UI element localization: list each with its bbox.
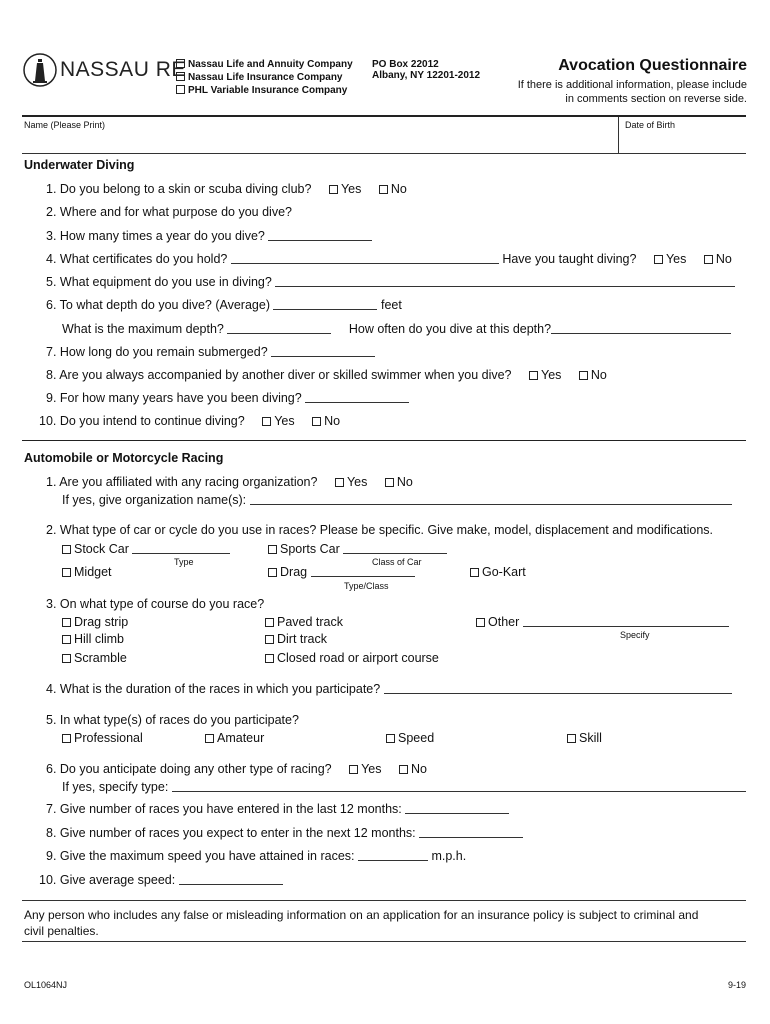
header-note-1: If there is additional information, please include — [517, 79, 747, 91]
section-diving-title: Underwater Diving — [24, 158, 135, 172]
checkbox[interactable] — [476, 618, 485, 627]
lighthouse-icon — [22, 52, 58, 88]
checkbox[interactable] — [176, 59, 185, 68]
answer-blank[interactable] — [523, 615, 729, 627]
option-speed[interactable]: Speed — [386, 731, 434, 745]
checkbox[interactable] — [265, 618, 274, 627]
racing-q7: 7. Give number of races you have entered in the last 12 months: — [46, 802, 509, 816]
racing-q8: 8. Give number of races you expect to enter in the next 12 months: — [46, 826, 523, 840]
name-label: Name (Please Print) — [24, 120, 106, 130]
racing-q6: 6. Do you anticipate doing any other type of racing? Yes No — [46, 762, 427, 776]
disclaimer-line-1: Any person who includes any false or misleading information on an application for an insurance policy is subject to criminal and — [24, 908, 699, 922]
checkbox-no[interactable] — [379, 185, 388, 194]
typeclass-label: Type/Class — [344, 581, 389, 591]
diving-q2: 2. Where and for what purpose do you dive? — [46, 205, 292, 219]
revision-date: 9-19 — [727, 980, 746, 990]
checkbox-no[interactable] — [399, 765, 408, 774]
header-note-2: in comments section on reverse side. — [565, 93, 747, 105]
company-option-2[interactable]: Nassau Life Insurance Company — [176, 72, 343, 83]
checkbox[interactable] — [205, 734, 214, 743]
checkbox-yes[interactable] — [335, 478, 344, 487]
checkbox[interactable] — [62, 545, 71, 554]
diving-q5: 5. What equipment do you use in diving? — [46, 275, 735, 289]
diving-q9: 9. For how many years have you been diving? — [46, 391, 409, 405]
diving-q4: 4. What certificates do you hold? Have you taught diving? Yes No — [46, 252, 732, 266]
section-racing-title: Automobile or Motorcycle Racing — [24, 451, 224, 465]
option-hill-climb[interactable]: Hill climb — [62, 632, 124, 646]
checkbox-yes[interactable] — [262, 417, 271, 426]
racing-q3: 3. On what type of course do you race? — [46, 597, 265, 611]
checkbox[interactable] — [62, 568, 71, 577]
racing-q5: 5. In what type(s) of races do you participate? — [46, 713, 299, 727]
diving-q6: 6. To what depth do you dive? (Average) feet — [46, 298, 402, 312]
answer-blank[interactable] — [250, 493, 732, 505]
form-title: Avocation Questionnaire — [558, 57, 747, 74]
racing-q1: 1. Are you affiliated with any racing organization? Yes No — [46, 475, 413, 489]
dob-field[interactable] — [619, 117, 746, 153]
checkbox-yes[interactable] — [654, 255, 663, 264]
checkbox-yes[interactable] — [329, 185, 338, 194]
checkbox-yes[interactable] — [349, 765, 358, 774]
address-line-1: PO Box 22012 — [372, 59, 439, 70]
answer-blank[interactable] — [358, 849, 428, 861]
checkbox-no[interactable] — [312, 417, 321, 426]
checkbox[interactable] — [470, 568, 479, 577]
answer-blank[interactable] — [405, 802, 509, 814]
option-dirt-track[interactable]: Dirt track — [265, 632, 327, 646]
diving-q7: 7. How long do you remain submerged? — [46, 345, 375, 359]
diving-q10: 10. Do you intend to continue diving? Yes No — [39, 414, 341, 428]
option-stock-car[interactable]: Stock Car — [62, 542, 230, 556]
checkbox[interactable] — [268, 568, 277, 577]
racing-q4: 4. What is the duration of the races in which you participate? — [46, 682, 732, 696]
answer-blank[interactable] — [275, 275, 735, 287]
specify-label: Specify — [620, 630, 650, 640]
type-label: Type — [174, 557, 194, 567]
answer-blank[interactable] — [343, 542, 447, 554]
option-amateur[interactable]: Amateur — [205, 731, 264, 745]
dob-label: Date of Birth — [625, 120, 676, 130]
option-midget[interactable]: Midget — [62, 565, 112, 579]
checkbox[interactable] — [567, 734, 576, 743]
diving-q1: 1. Do you belong to a skin or scuba diving club? Yes No — [46, 182, 407, 196]
option-go-kart[interactable]: Go-Kart — [470, 565, 526, 579]
answer-blank[interactable] — [551, 322, 731, 334]
class-label: Class of Car — [372, 557, 422, 567]
answer-blank[interactable] — [311, 565, 415, 577]
checkbox[interactable] — [265, 654, 274, 663]
racing-q1b: If yes, give organization name(s): — [62, 493, 732, 507]
option-closed-road[interactable]: Closed road or airport course — [265, 651, 439, 665]
answer-blank[interactable] — [271, 345, 375, 357]
logo-text: NASSAU RE — [60, 58, 186, 81]
diving-q3: 3. How many times a year do you dive? — [46, 229, 372, 243]
checkbox[interactable] — [62, 734, 71, 743]
divider — [22, 153, 746, 154]
company-option-1[interactable]: Nassau Life and Annuity Company — [176, 59, 353, 70]
checkbox-no[interactable] — [704, 255, 713, 264]
option-drag-strip[interactable]: Drag strip — [62, 615, 128, 629]
answer-blank[interactable] — [231, 252, 499, 264]
diving-q8: 8. Are you always accompanied by another diver or skilled swimmer when you dive? Yes No — [46, 368, 607, 382]
answer-blank[interactable] — [179, 873, 283, 885]
divider — [22, 941, 746, 942]
racing-q9: 9. Give the maximum speed you have attained in races: m.p.h. — [46, 849, 467, 863]
disclaimer-line-2: civil penalties. — [24, 924, 99, 938]
divider — [22, 900, 746, 901]
racing-q2: 2. What type of car or cycle do you use in races? Please be specific. Give make, model, displacement and modifications. — [46, 523, 713, 537]
checkbox[interactable] — [62, 635, 71, 644]
diving-q6b: What is the maximum depth? How often do you dive at this depth? — [62, 322, 731, 336]
answer-blank[interactable] — [384, 682, 732, 694]
option-scramble[interactable]: Scramble — [62, 651, 127, 665]
checkbox[interactable] — [62, 654, 71, 663]
checkbox-no[interactable] — [385, 478, 394, 487]
address-line-2: Albany, NY 12201-2012 — [372, 70, 481, 81]
option-professional[interactable]: Professional — [62, 731, 143, 745]
form-code: OL1064NJ — [24, 980, 68, 990]
answer-blank[interactable] — [305, 391, 409, 403]
checkbox[interactable] — [268, 545, 277, 554]
checkbox[interactable] — [62, 618, 71, 627]
checkbox[interactable] — [176, 72, 185, 81]
option-skill[interactable]: Skill — [567, 731, 602, 745]
racing-q6b: If yes, specify type: — [62, 780, 746, 794]
option-drag[interactable]: Drag — [268, 565, 415, 579]
answer-blank[interactable] — [268, 229, 372, 241]
racing-q10: 10. Give average speed: — [39, 873, 283, 887]
option-other[interactable]: Other — [476, 615, 729, 629]
answer-blank[interactable] — [227, 322, 331, 334]
answer-blank[interactable] — [132, 542, 230, 554]
checkbox[interactable] — [386, 734, 395, 743]
checkbox-no[interactable] — [579, 371, 588, 380]
company-option-3[interactable]: PHL Variable Insurance Company — [176, 85, 347, 96]
checkbox-yes[interactable] — [529, 371, 538, 380]
checkbox[interactable] — [265, 635, 274, 644]
name-field[interactable] — [22, 117, 619, 153]
divider — [22, 440, 746, 441]
checkbox[interactable] — [176, 85, 185, 94]
answer-blank[interactable] — [273, 298, 377, 310]
answer-blank[interactable] — [172, 780, 746, 792]
option-sports-car[interactable]: Sports Car — [268, 542, 447, 556]
answer-blank[interactable] — [419, 826, 523, 838]
option-paved-track[interactable]: Paved track — [265, 615, 343, 629]
